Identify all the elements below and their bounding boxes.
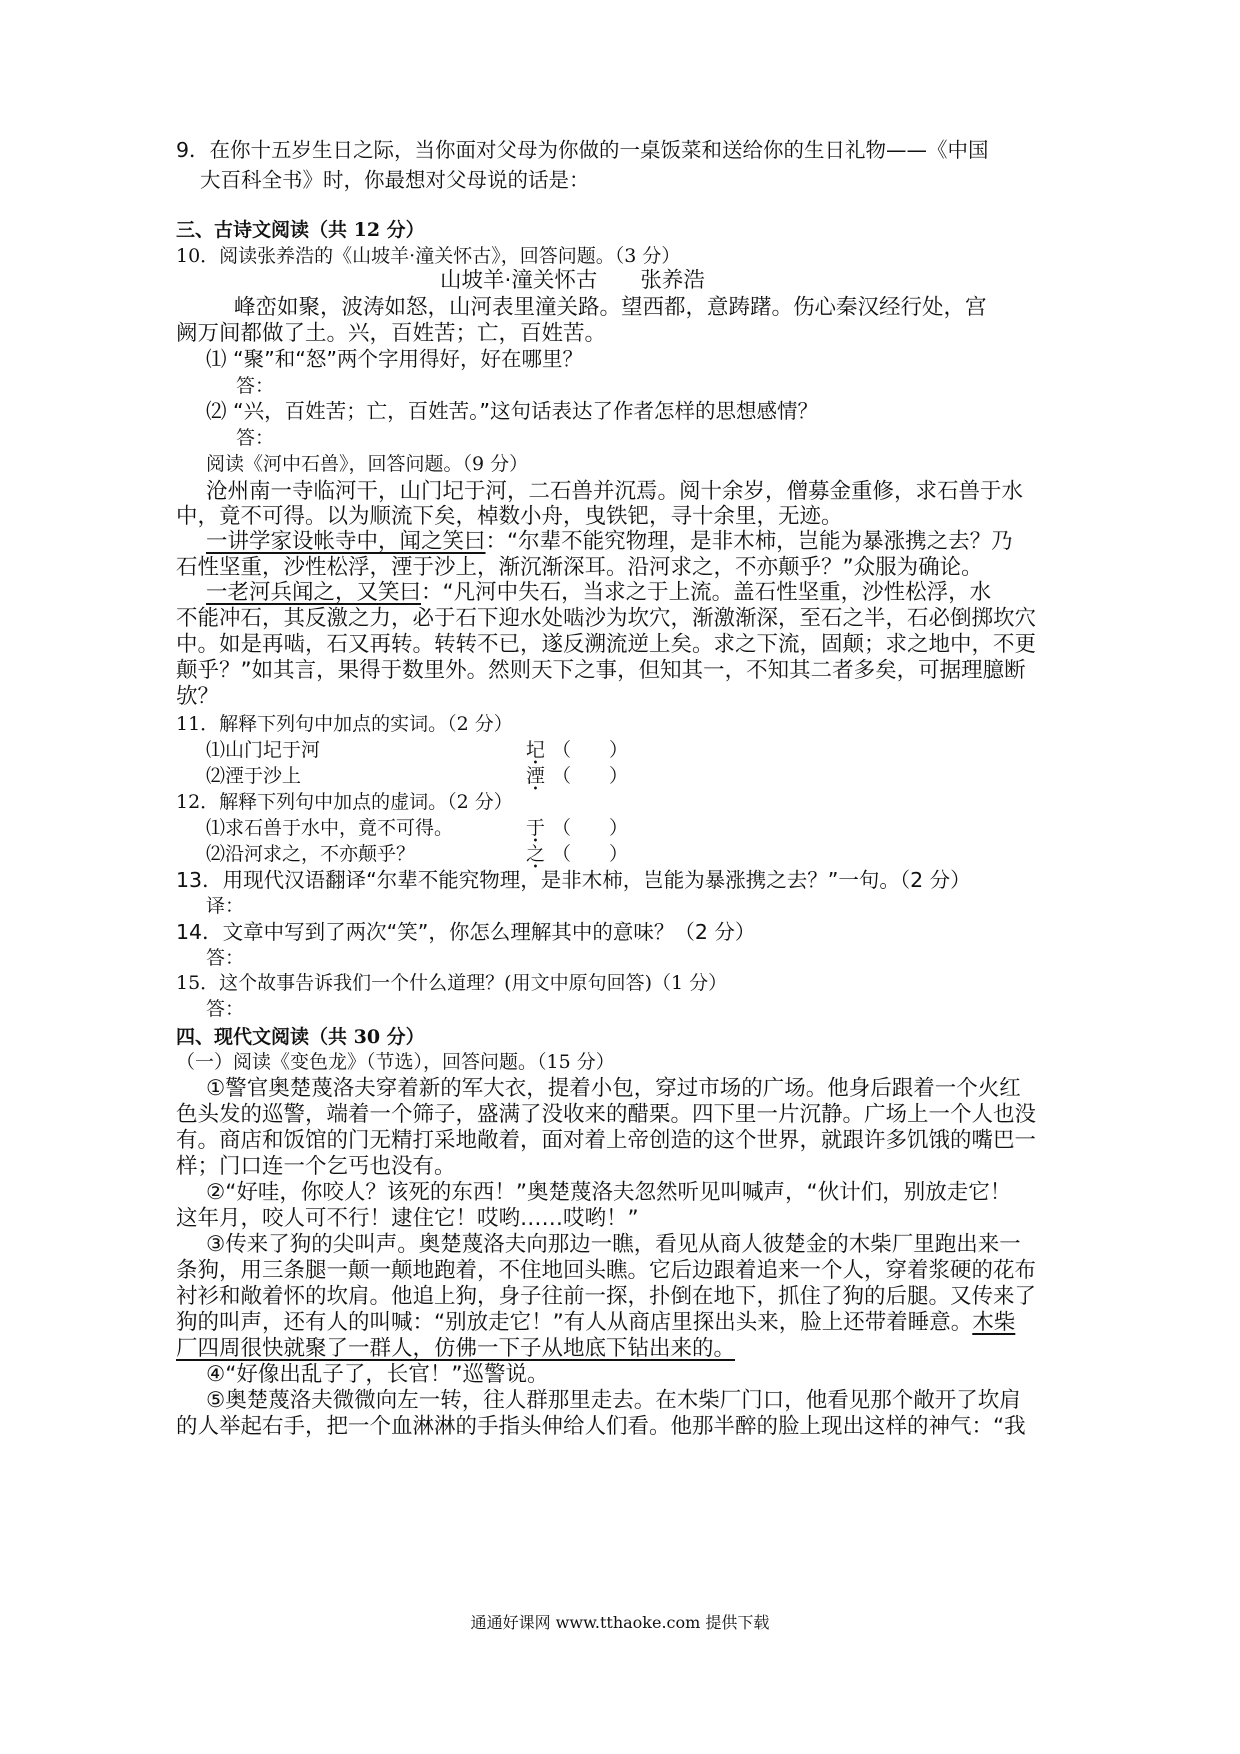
q9-line2: 大百科全书》时，你最想对父母说的话是： (200, 168, 590, 192)
q9-line1: 9．在你十五岁生日之际，当你面对父母为你做的一桌饭菜和送给你的生日礼物——《中国 (176, 138, 989, 162)
q15-prompt: 15．这个故事告诉我们一个什么道理？(用文中原句回答)（1 分） (176, 972, 728, 994)
underlined-sentence: 厂四周很快就聚了一群人，仿佛一下子从地底下钻出来的。 (176, 1336, 736, 1361)
passage-p1-line2: 中，竟不可得。以为顺流下矣，棹数小舟，曳铁钯，寻十余里，无迹。 (176, 504, 843, 529)
q12-item1-blank[interactable]: （ ） (552, 817, 629, 839)
modern-p1-line3: 有。商店和饭馆的门无精打采地敞着，面对着上帝创造的这个世界，就跟许多饥饿的嘴巴一 (176, 1128, 1037, 1153)
q10-2: ⑵ “兴，百姓苦；亡，百姓苦。”这句话表达了作者怎样的思想感情？ (206, 399, 819, 423)
q11-item1-blank[interactable]: （ ） (552, 739, 629, 761)
q11-prompt: 11．解释下列句中加点的实词。（2 分） (176, 713, 513, 735)
modern-p2-line2: 这年月，咬人可不行！逮住它！哎哟……哎哟！” (176, 1206, 639, 1231)
modern-p1-line1: ①警官奥楚蔑洛夫穿着新的军大衣，提着小包，穿过市场的广场。他身后跟着一个火红 (206, 1076, 1021, 1101)
q12-item2: ⑵沿河求之，不亦颠乎？ (206, 843, 416, 865)
underlined-sentence: 木柴 (972, 1310, 1016, 1335)
modern-p1-line2: 色头发的巡警，端着一个筛子，盛满了没收来的醋栗。四下里一片沉静。广场上一个人也没 (176, 1102, 1037, 1127)
q14-answer-label: 答： (206, 947, 245, 969)
q12-item1-char: 于 (526, 817, 546, 839)
modern-p3-line3: 衬衫和敞着怀的坎肩。他追上狗，身子往前一探，扑倒在地下，抓住了狗的后腿。又传来了 (176, 1284, 1037, 1309)
modern-p3-line4: 狗的叫声，还有人的叫喊：“别放走它！”有人从商店里探出头来，脸上还带着睡意。木柴 (176, 1310, 1016, 1335)
modern-p4: ④“好像出乱子了，长官！”巡警说。 (206, 1362, 549, 1387)
modern-p2-line1: ②“好哇，你咬人？该死的东西！”奥楚蔑洛夫忽然听见叫喊声，“伙计们，别放走它！ (206, 1180, 1012, 1205)
q13-prompt: 13．用现代汉语翻译“尔辈不能究物理，是非木柿，岂能为暴涨携之去？”一句。（2 分） (176, 868, 971, 892)
q11-item1: ⑴山门圮于河 (206, 739, 321, 761)
modern-p3-line2: 条狗，用三条腿一颠一颠地跑着，不住地回头瞧。它后边跟着追来一个人，穿着浆硬的花布 (176, 1258, 1037, 1283)
passage-p3-line5: 欤？ (176, 684, 220, 709)
passage-p1-line1: 沧州南一寺临河干，山门圮于河，二石兽并沉焉。阅十余岁，僧募金重修，求石兽于水 (206, 479, 1024, 504)
modern-p5-line1: ⑤奥楚蔑洛夫微微向左一转，往人群那里走去。在木柴厂门口，他看见那个敞开了坎肩 (206, 1388, 1021, 1413)
q12-prompt: 12．解释下列句中加点的虚词。（2 分） (176, 791, 513, 813)
passage-p2-line2: 石性坚重，沙性松浮，湮于沙上，渐沉渐深耳。沿河求之，不亦颠乎？”众服为确论。 (176, 555, 983, 580)
q12-item2-blank[interactable]: （ ） (552, 843, 629, 865)
passage-p2-line1: 一讲学家设帐寺中，闻之笑曰：“尔辈不能究物理，是非木柿，岂能为暴涨携之去？乃 (206, 529, 1013, 554)
passage-p3-line1: 一老河兵闻之，又笑曰：“凡河中失石，当求之于上流。盖石性坚重，沙性松浮，水 (206, 580, 992, 605)
section4-sub1: （一）阅读《变色龙》（节选），回答问题。（15 分） (176, 1051, 615, 1073)
section3-heading: 三、古诗文阅读（共 12 分） (176, 219, 425, 241)
q10-intro: 10．阅读张养浩的《山坡羊·潼关怀古》，回答问题。（3 分） (176, 245, 681, 267)
poem-line2: 阙万间都做了土。兴，百姓苦；亡，百姓苦。 (176, 321, 607, 346)
q10-2-answer-label: 答： (236, 427, 275, 449)
poem-title: 山坡羊·潼关怀古 张养浩 (440, 268, 705, 293)
q11-item2-char: 湮 (526, 765, 546, 787)
passage-underlined-phrase: 一讲学家设帐寺中，闻之笑曰 (206, 529, 486, 554)
passage-p3-line3: 中。如是再啮，石又再转。转转不已，遂反溯流逆上矣。求之下流，固颠；求之地中，不更 (176, 632, 1037, 657)
poem-line1: 峰峦如聚，波涛如怒，山河表里潼关路。望西都，意踌躇。伤心秦汉经行处，宫 (234, 295, 987, 320)
section4-heading: 四、现代文阅读（共 30 分） (176, 1026, 425, 1048)
q11-item1-char: 圮 (526, 739, 546, 761)
passage-p3-line2: 不能冲石，其反激之力，必于石下迎水处啮沙为坎穴，渐激渐深，至石之半，石必倒掷坎穴 (176, 606, 1037, 631)
modern-p5-line2: 的人举起右手，把一个血淋淋的手指头伸给人们看。他那半醉的脸上现出这样的神气：“我 (176, 1414, 1026, 1439)
passage-p3-line4: 颠乎？”如其言，果得于数里外。然则天下之事，但知其一，不知其二者多矣，可据理臆断 (176, 658, 1026, 683)
q11-item2-blank[interactable]: （ ） (552, 765, 629, 787)
q10-1: ⑴ “聚”和“怒”两个字用得好，好在哪里？ (206, 347, 583, 371)
q12-item1: ⑴求石兽于水中，竟不可得。 (206, 817, 454, 839)
page-footer: 通通好课网 www.tthaoke.com 提供下载 (470, 1613, 770, 1632)
modern-p1-line4: 样；门口连一个乞丐也没有。 (176, 1154, 456, 1179)
reading2-intro: 阅读《河中石兽》，回答问题。（9 分） (206, 453, 529, 475)
q10-1-answer-label: 答： (236, 375, 275, 397)
modern-p3-line1: ③传来了狗的尖叫声。奥楚蔑洛夫向那边一瞧，看见从商人彼楚金的木柴厂里跑出来一 (206, 1232, 1021, 1257)
passage-underlined-phrase: 一老河兵闻之，又笑曰 (206, 580, 422, 605)
q11-item2: ⑵湮于沙上 (206, 765, 302, 787)
q15-answer-label: 答： (206, 998, 245, 1020)
q12-item2-char: 之 (526, 843, 546, 865)
q14-prompt: 14．文章中写到了两次“笑”，你怎么理解其中的意味？（2 分） (176, 920, 756, 944)
q13-answer-label: 译： (206, 895, 245, 917)
